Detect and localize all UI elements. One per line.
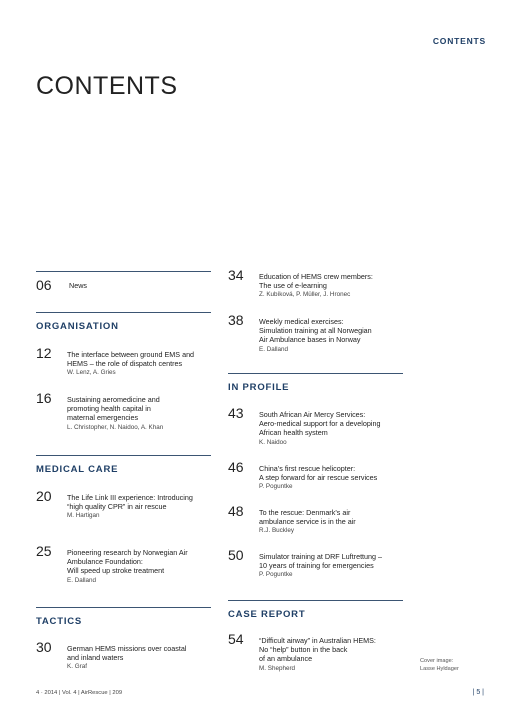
entry-title-line: South African Air Mercy Services: [259, 410, 366, 419]
entry-title-line: African health system [259, 428, 328, 438]
cover-credit [420, 658, 459, 673]
entry-title-line: No “help” button in the back [259, 645, 348, 655]
entry-title-line: A step forward for air rescue services [259, 473, 378, 483]
entry-title-line: “high quality CPR” in air rescue [67, 502, 167, 512]
entry-title-line: Simulation training at all Norwegian [259, 326, 372, 336]
page-number: 30 [36, 639, 52, 655]
page-title: CONTENTS [36, 72, 178, 100]
entry-authors: Z. Kubíková, P. Müller, J. Hronec [259, 291, 351, 299]
entry-title-line: Will speed up stroke treatment [67, 566, 165, 576]
page-number: 12 [36, 345, 52, 361]
rule [228, 600, 403, 601]
page-number: 46 [228, 459, 244, 475]
entry-authors: P. Poguntke [259, 483, 293, 491]
entry-authors: M. Shepherd [259, 664, 296, 672]
entry-title-line: maternal emergencies [67, 413, 139, 423]
entry-authors: P. Poguntke [259, 571, 293, 579]
page-number: 54 [228, 631, 244, 647]
entry-title-line: German HEMS missions over coastal [67, 644, 187, 653]
entry-title: News [69, 281, 87, 290]
entry-title-line: Air Ambulance bases in Norway [259, 335, 361, 345]
section-title-organisation: ORGANISATION [36, 321, 119, 332]
cover-credit-name: Lasse Hyldager [420, 665, 459, 672]
section-title-tactics: TACTICS [36, 616, 83, 627]
page-number: 20 [36, 488, 52, 504]
section-title-in-profile: IN PROFILE [228, 382, 290, 393]
entry-title-line: “Difficult airway” in Australian HEMS: [259, 636, 376, 645]
entry-authors: L. Christopher, N. Naidoo, A. Khan [67, 423, 164, 431]
entry-title-line: Simulator training at DRF Luftrettung – [259, 552, 383, 561]
entry-authors: M. Hartigan [67, 512, 100, 520]
entry-title-line: Aero-medical support for a developing [259, 419, 381, 429]
entry-title-line: The use of e-learning [259, 281, 327, 291]
page-number: 48 [228, 503, 244, 519]
entry-title-line: To the rescue: Denmark’s air [259, 508, 351, 517]
cover-credit-label: Cover image: [420, 658, 454, 664]
entry-title-line: promoting health capital in [67, 404, 151, 414]
page-number: 34 [228, 267, 244, 283]
footer-issue-info: 4 · 2014 | Vol. 4 | AirRescue | 209 [36, 690, 123, 696]
entry-title-line: Sustaining aeromedicine and [67, 395, 160, 404]
entry-title-line: 10 years of training for emergencies [259, 561, 374, 571]
header-label: CONTENTS [432, 36, 486, 46]
section-title-medical-care: MEDICAL CARE [36, 464, 119, 475]
page-number: 38 [228, 312, 244, 328]
entry-authors: K. Naidoo [259, 438, 287, 446]
rule [36, 607, 211, 608]
entry-title-line: Weekly medical exercises: [259, 317, 344, 326]
rule [36, 271, 211, 272]
section-title-case-report: CASE REPORT [228, 609, 306, 620]
page-number: 16 [36, 390, 52, 406]
page-number: 06 [36, 277, 52, 293]
entry-title-line: ambulance service is in the air [259, 517, 356, 527]
entry-authors: K. Graf [67, 663, 87, 671]
entry-title-line: of an ambulance [259, 654, 313, 664]
page-number: 25 [36, 543, 52, 559]
entry-title-line: Education of HEMS crew members: [259, 272, 373, 281]
entry-authors: E. Dalland [259, 345, 289, 353]
entry-title-line: Ambulance Foundation: [67, 557, 143, 567]
rule [36, 312, 211, 313]
rule [36, 455, 211, 456]
entry-authors: W. Lenz, A. Gries [67, 369, 116, 377]
entry-authors: R.J. Buckley [259, 527, 294, 535]
entry-title-line: China’s first rescue helicopter: [259, 464, 356, 473]
entry-title-line: The Life Link III experience: Introducing [67, 493, 193, 502]
entry-title-line: HEMS – the role of dispatch centres [67, 359, 183, 369]
rule [228, 373, 403, 374]
entry-title-line: Pioneering research by Norwegian Air [67, 548, 188, 557]
page-number: 50 [228, 547, 244, 563]
entry-authors: E. Dalland [67, 576, 97, 584]
entry-title-line: The interface between ground EMS and [67, 350, 195, 359]
entry-title-line: and inland waters [67, 653, 124, 663]
page-number: 43 [228, 405, 244, 421]
footer-page-number: | 5 | [472, 689, 484, 696]
